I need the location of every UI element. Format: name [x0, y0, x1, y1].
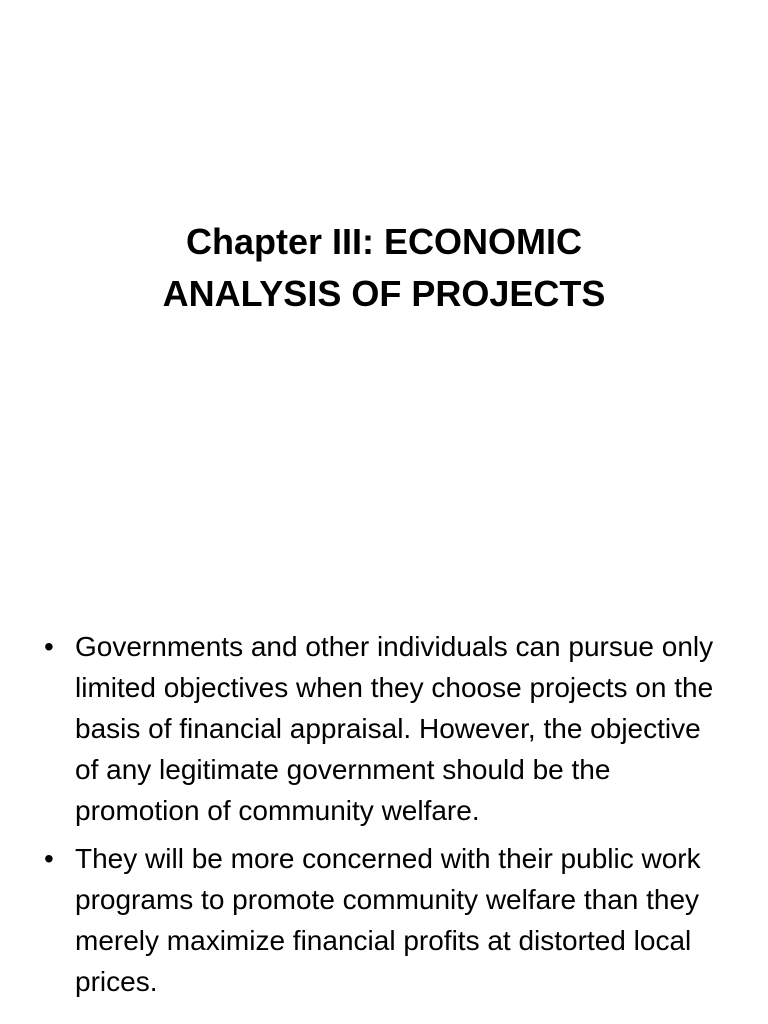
- bullet-icon: •: [44, 843, 54, 874]
- slide-title-line-2: ANALYSIS OF PROJECTS: [162, 273, 606, 315]
- bullet-item: [0, 838, 768, 1002]
- content-slide: [0, 600, 768, 1024]
- bullet-text: They will be more concerned with their public work programs to promote community welfare than they merely maximize financial profits at distorted local prices.: [75, 843, 701, 997]
- slide-title: [60, 216, 708, 320]
- bullet-text: Governments and other individuals can pursue only limited objectives when they choose projects on the basis of financial appraisal. However, the objective of any legitimate government should be the promotion of community welfare.: [75, 631, 714, 826]
- bullet-item: [0, 626, 768, 831]
- bullet-list: [0, 626, 768, 1009]
- slide-title-line-1: Chapter III: ECONOMIC: [185, 221, 583, 263]
- bullet-icon: •: [44, 631, 54, 662]
